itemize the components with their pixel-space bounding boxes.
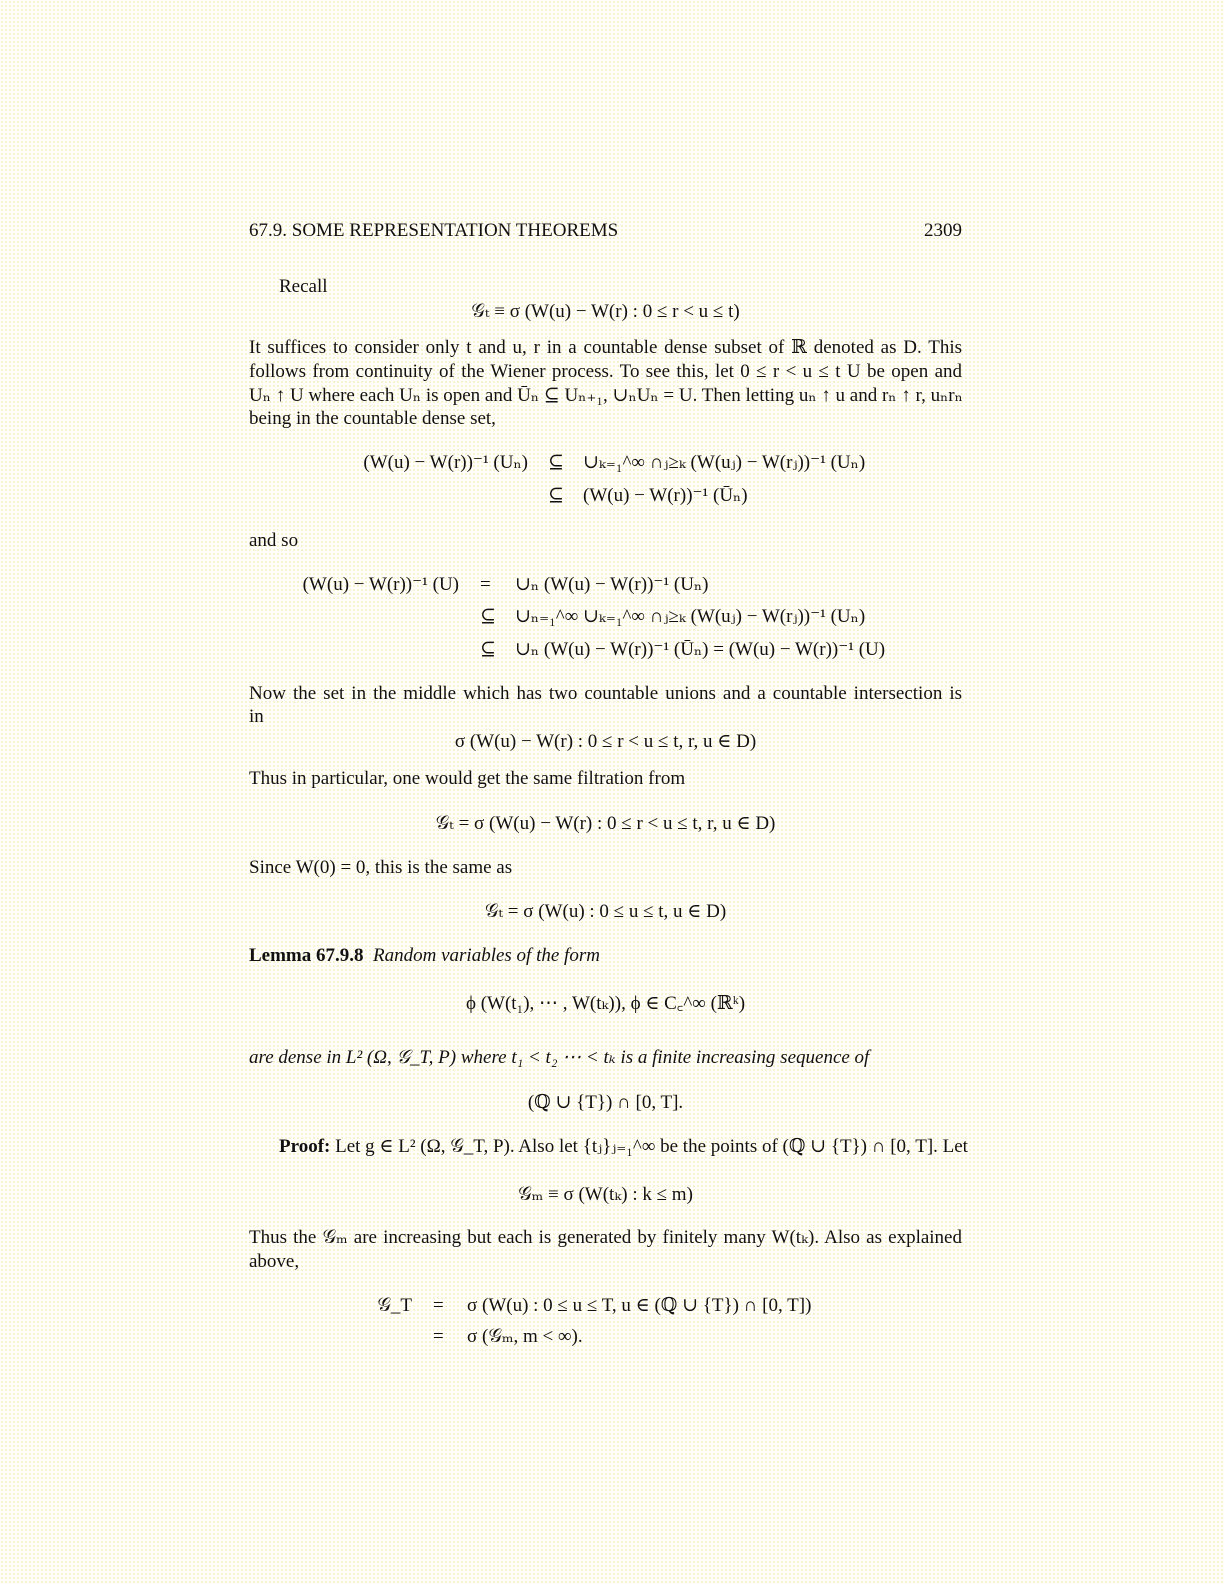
equation-lhs: 𝒢_T [377, 1295, 412, 1316]
equation-relation: = [480, 574, 491, 595]
equation-relation: ⊆ [548, 452, 564, 473]
equation-relation: ⊆ [548, 485, 564, 506]
running-header [249, 219, 962, 243]
paragraph-line: Uₙ ↑ U where each Uₙ is open and Ūₙ ⊆ Uₙ₊₁, ∪ₙUₙ = U. Then letting uₙ ↑ u and rₙ ↑ r, uₙrₙ [249, 385, 963, 406]
equation: ϕ (W(t₁), ⋯ , W(tₖ)), ϕ ∈ C꜀^∞ (ℝᵏ) [465, 993, 746, 1014]
equation-rhs: ∪ₙ₌₁^∞ ∪ₖ₌₁^∞ ∩ⱼ≥ₖ (W(uⱼ) − W(rⱼ))⁻¹ (Uₙ) [515, 606, 866, 627]
paragraph-line: It suffices to consider only t and u, r in a countable dense subset of ℝ denoted as D. This [249, 337, 962, 358]
lemma-text: Random variables of the form [373, 945, 600, 966]
equation-relation: = [433, 1295, 444, 1316]
section-title: 67.9. SOME REPRESENTATION THEOREMS [249, 220, 619, 241]
equation-relation: ⊆ [480, 606, 496, 627]
equation-rhs: ∪ₙ (W(u) − W(r))⁻¹ (Uₙ) [515, 574, 709, 595]
equation-rhs: σ (W(u) : 0 ≤ u ≤ T, u ∈ (ℚ ∪ {T}) ∩ [0, T]) [467, 1295, 812, 1316]
equation-rhs: ∪ₖ₌₁^∞ ∩ⱼ≥ₖ (W(uⱼ) − W(rⱼ))⁻¹ (Uₙ) [583, 452, 866, 473]
paragraph-line: follows from continuity of the Wiener process. To see this, let 0 ≤ r < u ≤ t U be open and [249, 361, 962, 382]
equation-lhs: (W(u) − W(r))⁻¹ (Uₙ) [363, 452, 528, 473]
lemma-continuation: are dense in L² (Ω, 𝒢_T, P) where t₁ < t₂ ⋯ < tₖ is a finite increasing sequence of [249, 1047, 870, 1068]
equation: 𝒢ₜ = σ (W(u) − W(r) : 0 ≤ r < u ≤ t, r, u ∈ D) [435, 813, 776, 834]
paragraph-line: Thus the 𝒢ₘ are increasing but each is generated by finitely many W(tₖ). Also as explained [249, 1227, 962, 1248]
lemma-heading [249, 944, 962, 968]
proof-label: Proof: [279, 1136, 331, 1157]
equation-definition: 𝒢ₜ ≡ σ (W(u) − W(r) : 0 ≤ r < u ≤ t) [471, 301, 740, 322]
equation-relation: = [433, 1326, 444, 1347]
paragraph-line: above, [249, 1251, 300, 1272]
paragraph-line: Since W(0) = 0, this is the same as [249, 857, 513, 878]
equation-rhs: (W(u) − W(r))⁻¹ (Ūₙ) [583, 485, 748, 506]
proof-line [279, 1135, 968, 1159]
equation: (ℚ ∪ {T}) ∩ [0, T]. [527, 1092, 684, 1113]
proof-text: Let g ∈ L² (Ω, 𝒢_T, P). Also let {tⱼ}ⱼ₌₁^∞ be the points of (ℚ ∪ {T}) ∩ [0, T]. Let [335, 1136, 968, 1157]
paragraph-line: being in the countable dense set, [249, 408, 496, 429]
paragraph-line: Thus in particular, one would get the same filtration from [249, 768, 686, 789]
lemma-label: Lemma 67.9.8 [249, 945, 364, 966]
paragraph-line: Now the set in the middle which has two countable unions and a countable intersection is [249, 683, 962, 704]
page-number: 2309 [924, 220, 962, 241]
paragraph-line: and so [249, 530, 299, 551]
equation-rhs: ∪ₙ (W(u) − W(r))⁻¹ (Ūₙ) = (W(u) − W(r))⁻¹ (U) [515, 639, 886, 660]
equation-rhs: σ (𝒢ₘ, m < ∞). [467, 1326, 583, 1347]
paragraph-line: in [249, 706, 264, 727]
recall-text: Recall [279, 276, 328, 297]
equation-relation: ⊆ [480, 639, 496, 660]
equation: 𝒢ₘ ≡ σ (W(tₖ) : k ≤ m) [518, 1184, 693, 1205]
equation: 𝒢ₜ = σ (W(u) : 0 ≤ u ≤ t, u ∈ D) [484, 901, 727, 922]
equation-lhs: (W(u) − W(r))⁻¹ (U) [302, 574, 459, 595]
equation: σ (W(u) − W(r) : 0 ≤ r < u ≤ t, r, u ∈ D) [454, 731, 757, 752]
